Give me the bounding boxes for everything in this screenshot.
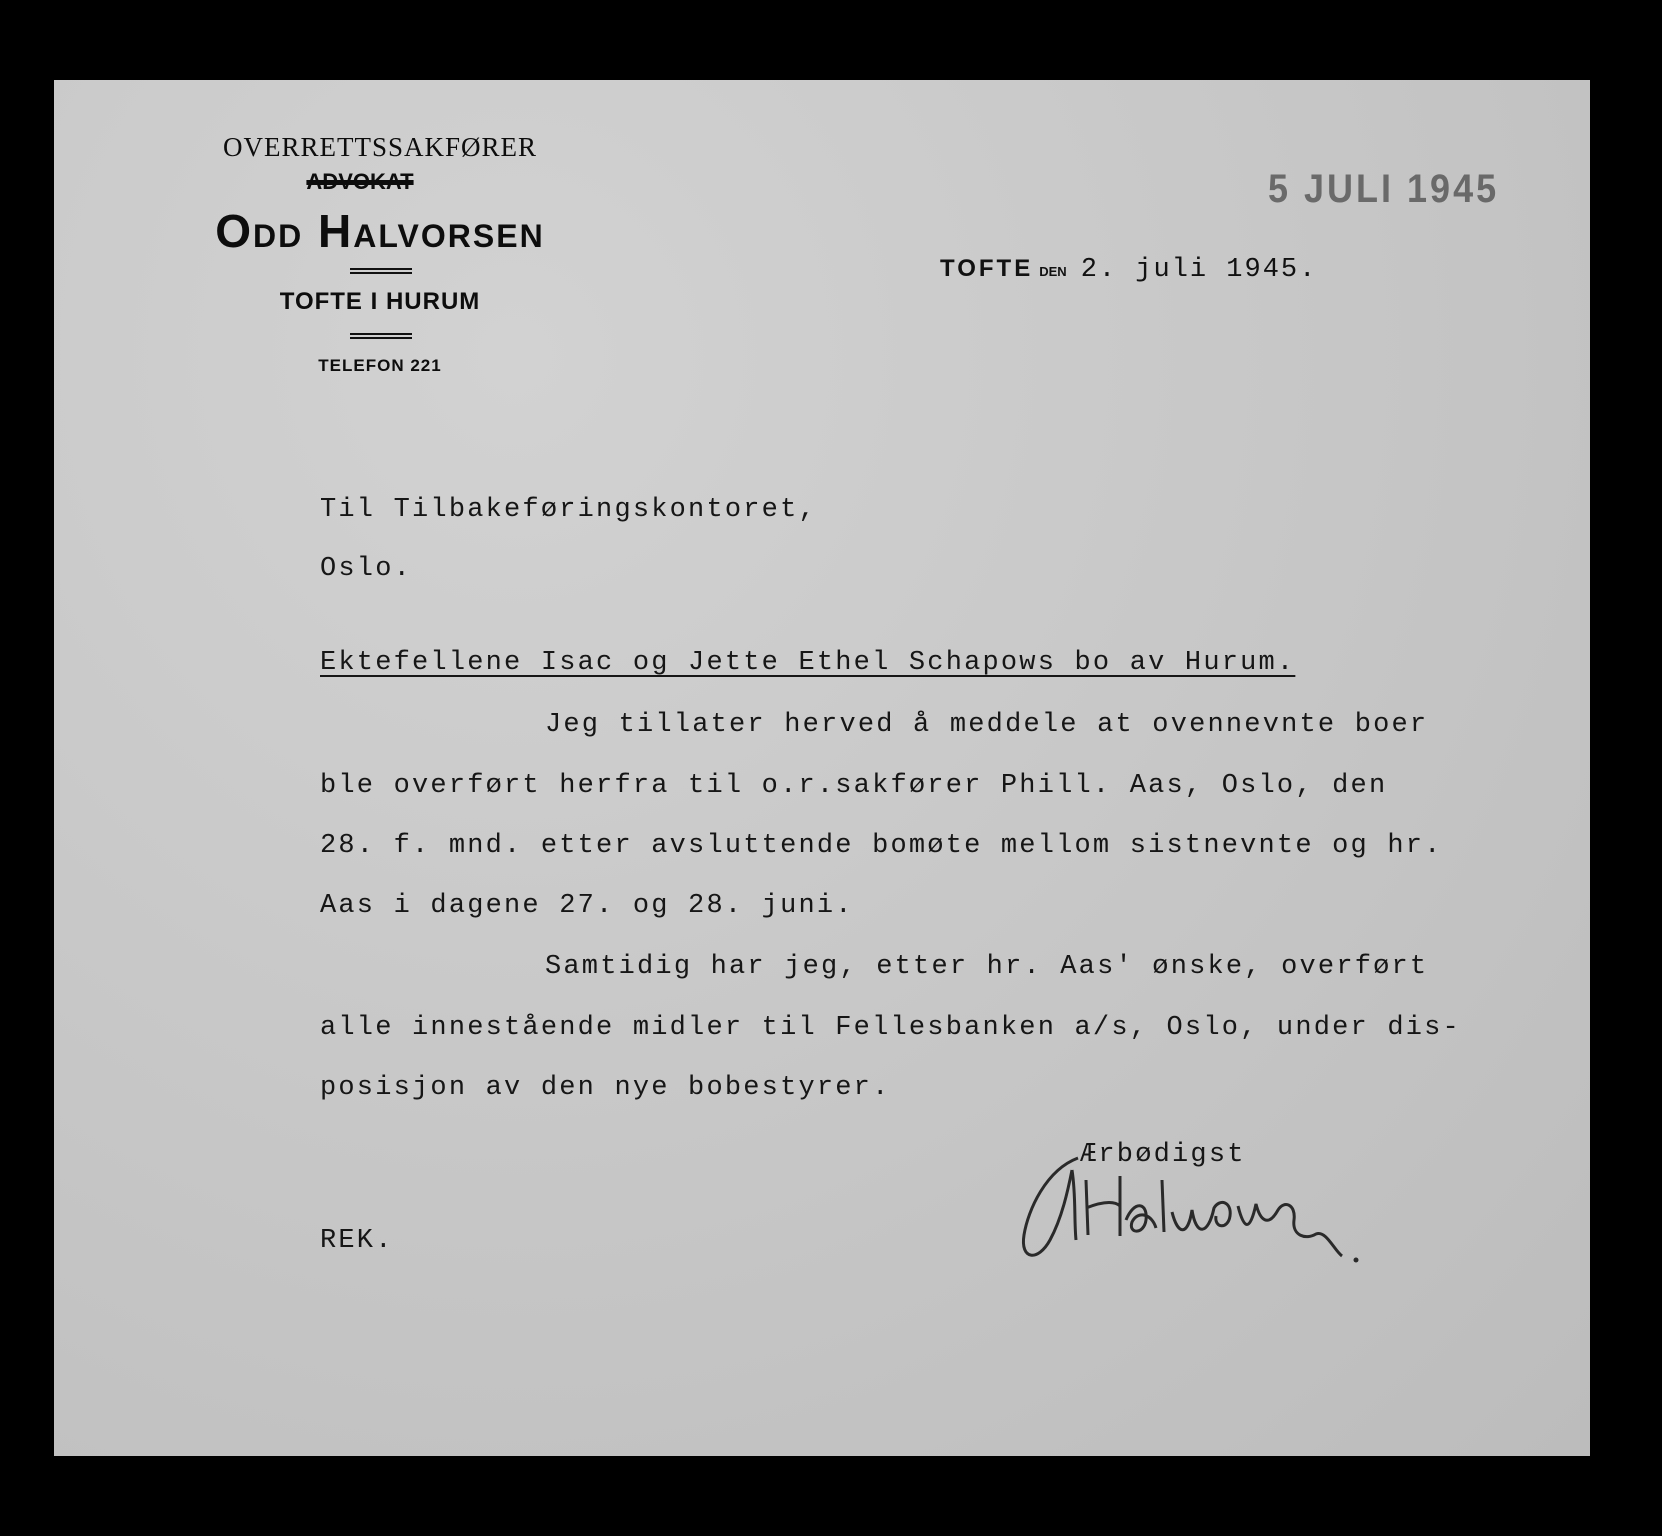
body-line: posisjon av den nye bobestyrer. — [320, 1073, 891, 1103]
letterhead-divider — [350, 268, 412, 274]
body-line: Samtidig har jeg, etter hr. Aas' ønske, overført — [545, 952, 1429, 982]
letterhead-struck-title: ADVOKAT — [306, 169, 414, 194]
dateline-den: DEN — [1039, 264, 1067, 279]
body-line: ble overført herfra til o.r.sakfører Phill. Aas, Oslo, den — [320, 771, 1388, 801]
body-line: Jeg tillater herved å meddele at ovennevnte boer — [545, 710, 1429, 740]
subject-line: Ektefellene Isac og Jette Ethel Schapows bo av Hurum. — [320, 648, 1296, 678]
enclosure-note: REK. — [320, 1226, 394, 1256]
received-stamp: 5 JULI 1945 — [1268, 165, 1500, 211]
dateline-place: TOFTE — [940, 255, 1034, 282]
letterhead-place: TOFTE I HURUM — [279, 288, 481, 315]
letterhead-name: Odd Halvorsen — [215, 205, 545, 257]
closing: Ærbødigst — [1080, 1140, 1246, 1170]
letterhead-phone: TELEFON 221 — [318, 356, 442, 375]
handwritten-signature — [1016, 1140, 1396, 1270]
recipient-city: Oslo. — [320, 554, 413, 584]
body-line: alle innestående midler til Fellesbanken a/s, Oslo, under dis- — [320, 1013, 1461, 1043]
letterhead-divider — [350, 333, 412, 339]
body-line: 28. f. mnd. etter avsluttende bomøte mellom sistnevnte og hr. — [320, 831, 1443, 861]
dateline-date: 2. juli 1945. — [1080, 255, 1318, 285]
letterhead-title: OVERRETTSSAKFØRER — [222, 132, 538, 162]
body-line: Aas i dagene 27. og 28. juni. — [320, 891, 854, 921]
recipient-line: Til Tilbakeføringskontoret, — [320, 495, 817, 525]
dateline — [940, 255, 1317, 285]
